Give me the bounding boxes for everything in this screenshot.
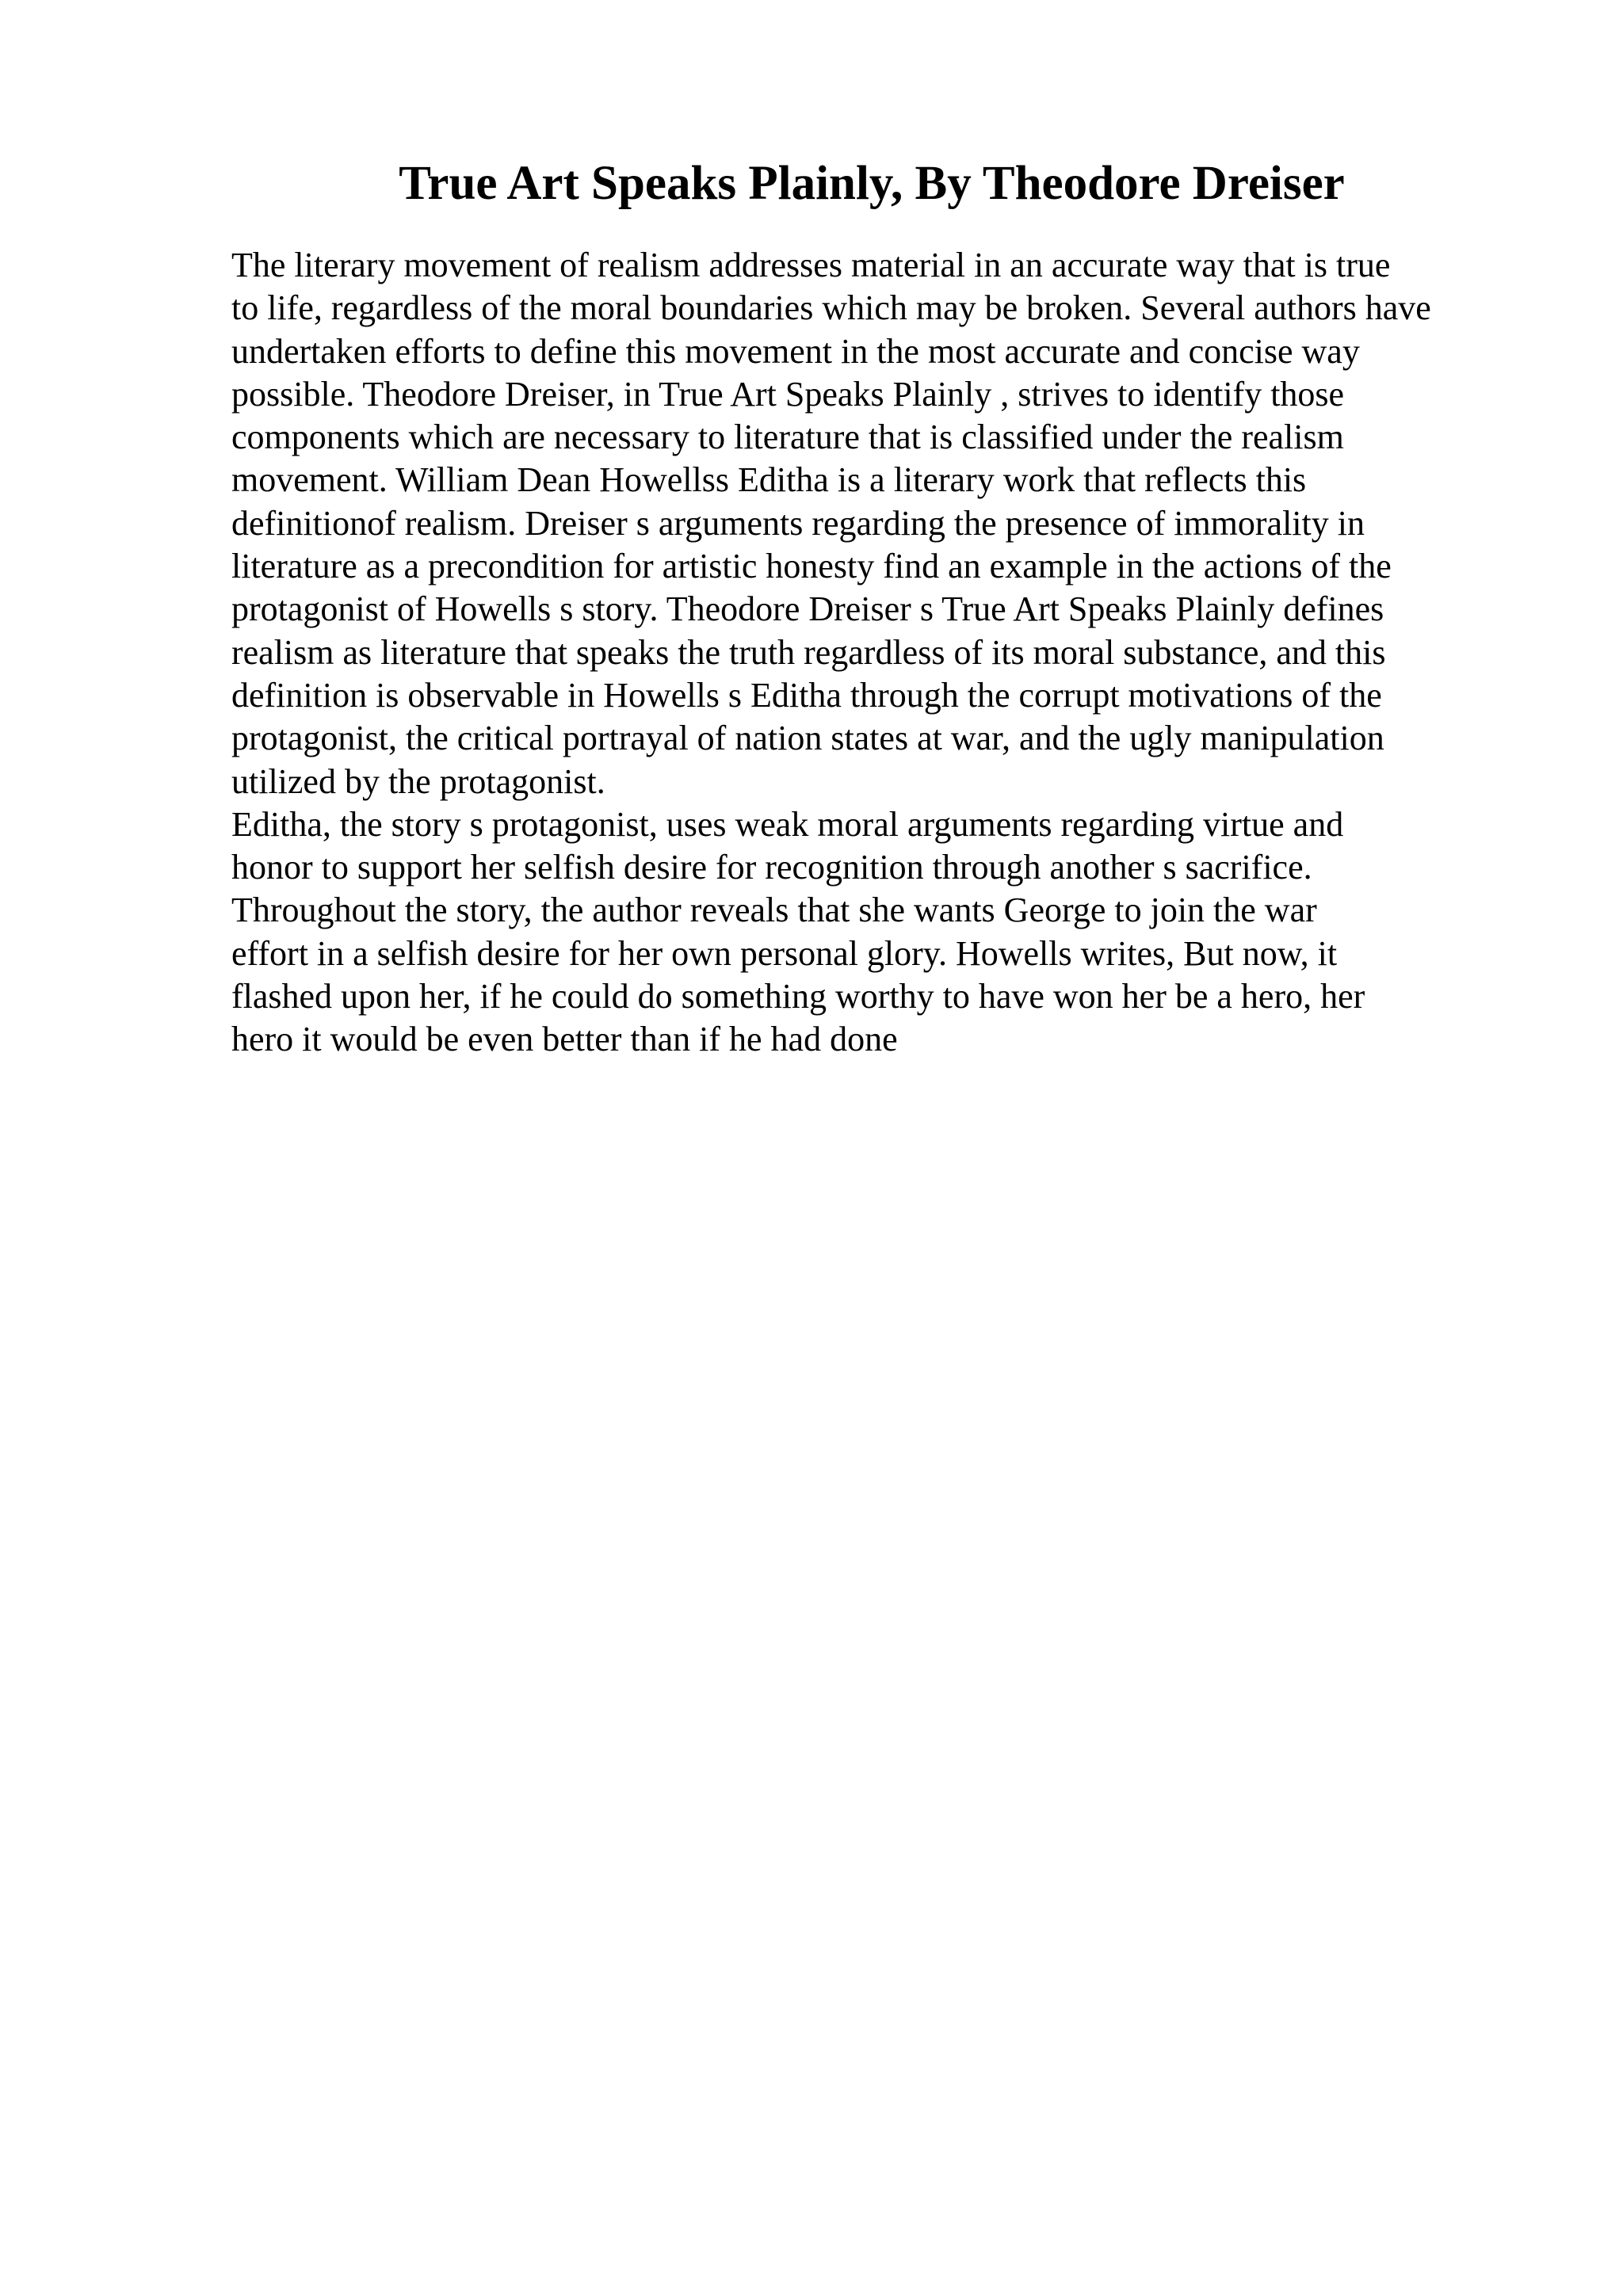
text-line: The literary movement of realism addresses material in an accurate way that is true	[231, 246, 1391, 284]
text-line: to life, regardless of the moral boundaries which may be broken. Several authors have	[231, 288, 1431, 328]
document-title: True Art Speaks Plainly, By Theodore Dreiser	[399, 157, 1345, 210]
text-line: protagonist of Howells s story. Theodore Dreiser s True Art Speaks Plainly defines	[231, 589, 1384, 629]
text-line: definition is observable in Howells s Editha through the corrupt motivations of the	[231, 675, 1382, 715]
text-line: components which are necessary to literature that is classified under the realism	[231, 418, 1344, 457]
text-line: undertaken efforts to define this movement in the most accurate and concise way	[231, 331, 1360, 371]
text-line: movement. William Dean Howellss Editha is a literary work that reflects this	[231, 460, 1307, 500]
text-line: literature as a precondition for artistic honesty find an example in the actions of the	[231, 547, 1392, 586]
text-line: honor to support her selfish desire for recognition through another s sacrifice.	[231, 848, 1312, 887]
document-body	[231, 244, 1610, 1062]
text-line: possible. Theodore Dreiser, in True Art Speaks Plainly , strives to identify those	[231, 374, 1345, 414]
text-line: Throughout the story, the author reveals that she wants George to join the war	[231, 891, 1317, 930]
text-line: hero it would be even better than if he had done	[231, 1020, 898, 1059]
text-line: effort in a selfish desire for her own personal glory. Howells writes, But now, it	[231, 933, 1338, 973]
text-line: definitionof realism. Dreiser s arguments regarding the presence of immorality in	[231, 503, 1365, 543]
text-line: protagonist, the critical portrayal of nation states at war, and the ugly manipulation	[231, 719, 1384, 758]
text-line: flashed upon her, if he could do something worthy to have won her be a hero, her	[231, 977, 1365, 1016]
text-line: Editha, the story s protagonist, uses weak moral arguments regarding virtue and	[231, 804, 1344, 844]
text-line: utilized by the protagonist.	[231, 761, 605, 801]
text-line: realism as literature that speaks the truth regardless of its moral substance, and this	[231, 632, 1386, 672]
